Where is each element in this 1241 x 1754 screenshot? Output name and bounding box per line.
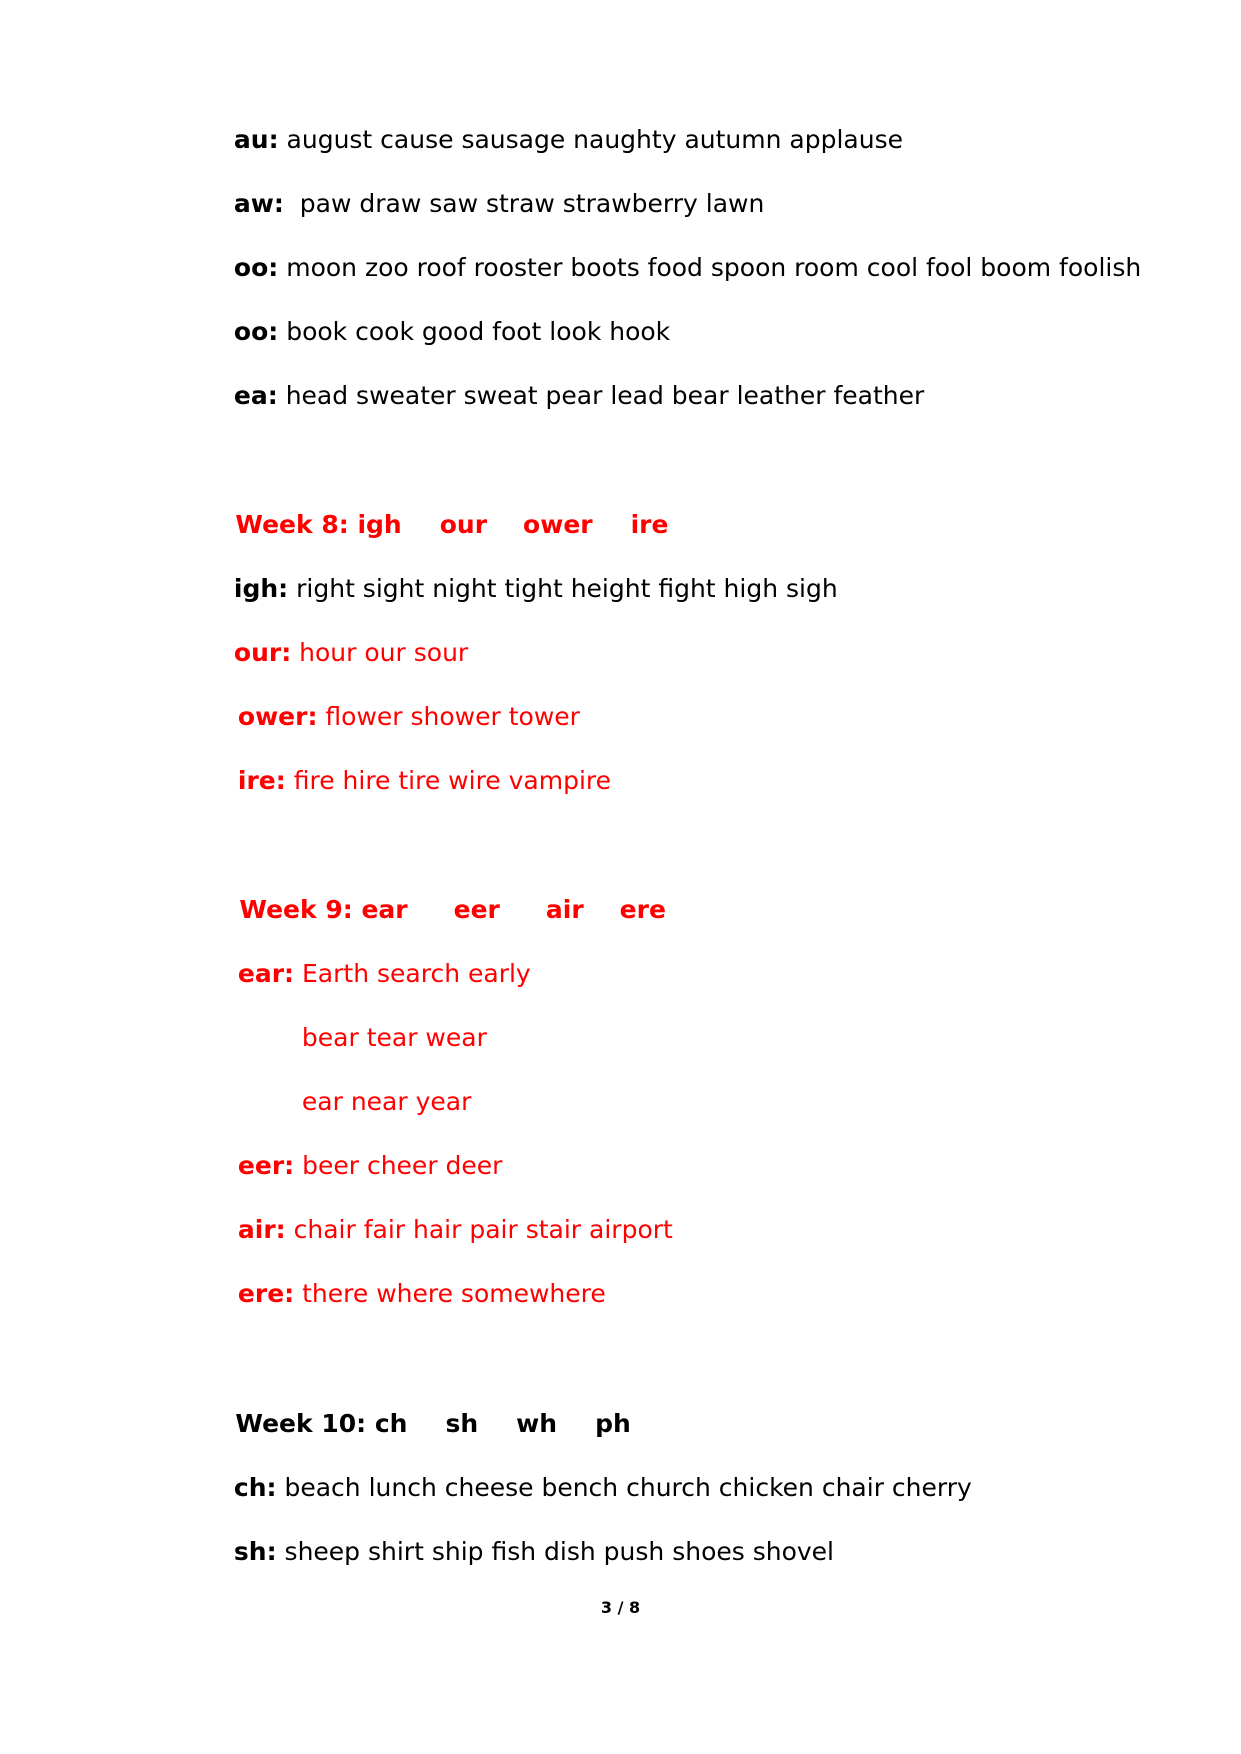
row-label: ea:	[233, 381, 278, 410]
page-number: 3 / 8	[600, 1598, 641, 1617]
row-words: hour our sour	[299, 638, 469, 667]
week-sound: ph	[595, 1409, 631, 1438]
row-label: au:	[233, 125, 279, 154]
week-sound: ch	[374, 1409, 408, 1438]
row-words: moon zoo roof rooster boots food spoon room cool fool boom foolish	[286, 253, 1142, 282]
week10-heading	[218, 1376, 631, 1440]
week-sound: eer	[453, 895, 500, 924]
row-words: there where somewhere	[302, 1279, 606, 1308]
week9-heading	[222, 862, 666, 926]
row-label: ire:	[237, 766, 286, 795]
row-oo-long	[218, 220, 1141, 284]
week-sound: air	[545, 895, 584, 924]
row-words: fire hire tire wire vampire	[293, 766, 612, 795]
week-sound: ere	[619, 895, 666, 924]
row-our	[218, 605, 468, 669]
row-ear-2	[286, 990, 487, 1054]
row-label: ear:	[237, 959, 295, 988]
row-igh	[218, 541, 838, 605]
row-ire	[222, 733, 611, 797]
row-words: august cause sausage naughty autumn applause	[286, 125, 903, 154]
row-sh	[218, 1504, 834, 1568]
row-words: paw draw saw straw strawberry lawn	[299, 189, 765, 218]
row-label: ch:	[233, 1473, 277, 1502]
week-sound: wh	[516, 1409, 558, 1438]
row-words: beer cheer deer	[302, 1151, 503, 1180]
week8-heading	[218, 477, 668, 541]
row-ch	[218, 1440, 972, 1504]
week-sound: igh	[357, 510, 402, 539]
row-words: ear near year	[301, 1087, 472, 1116]
row-label: sh:	[233, 1537, 277, 1566]
row-label: ower:	[237, 702, 318, 731]
row-aw	[218, 156, 764, 220]
row-label: our:	[233, 638, 292, 667]
row-ower	[222, 669, 580, 733]
row-eer	[222, 1118, 502, 1182]
row-label: igh:	[233, 574, 289, 603]
week-sound: ear	[361, 895, 408, 924]
week-sound: sh	[445, 1409, 479, 1438]
row-words: sheep shirt ship fish dish push shoes shovel	[284, 1537, 834, 1566]
row-ear-3	[286, 1054, 471, 1118]
row-label: ere:	[237, 1279, 295, 1308]
row-words: bear tear wear	[301, 1023, 487, 1052]
row-au	[218, 92, 903, 156]
row-label: air:	[237, 1215, 286, 1244]
row-words: flower shower tower	[325, 702, 580, 731]
week-title: Week 10:	[235, 1409, 367, 1438]
row-ere	[222, 1246, 606, 1310]
row-label: aw:	[233, 189, 284, 218]
row-ea	[218, 348, 924, 412]
row-words: head sweater sweat pear lead bear leather feather	[285, 381, 925, 410]
row-words: chair fair hair pair stair airport	[293, 1215, 673, 1244]
row-words: book cook good foot look hook	[286, 317, 671, 346]
row-words: right sight night tight height fight high sigh	[296, 574, 838, 603]
week-sound: ire	[630, 510, 669, 539]
row-words: Earth search early	[302, 959, 531, 988]
row-air	[222, 1182, 673, 1246]
week-title: Week 8:	[235, 510, 349, 539]
week-sound: ower	[523, 510, 593, 539]
row-words: beach lunch cheese bench church chicken chair cherry	[284, 1473, 972, 1502]
row-oo-short	[218, 284, 670, 348]
week-title: Week 9:	[239, 895, 353, 924]
row-label: eer:	[237, 1151, 295, 1180]
week-sound: our	[439, 510, 488, 539]
row-label: oo:	[233, 253, 279, 282]
row-label: oo:	[233, 317, 279, 346]
row-ear	[222, 926, 531, 990]
